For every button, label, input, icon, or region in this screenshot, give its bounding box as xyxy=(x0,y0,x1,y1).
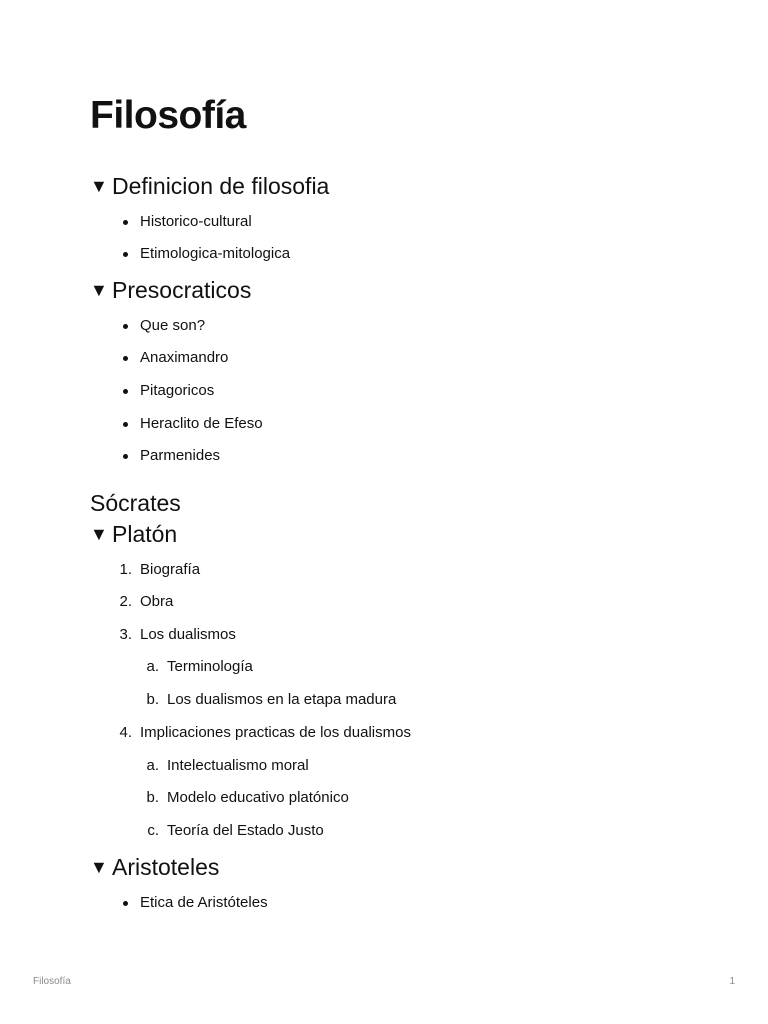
list-item xyxy=(140,892,268,914)
list-marker: c. xyxy=(147,822,159,839)
list-marker: b. xyxy=(146,691,159,708)
toggle-arrow-icon[interactable]: ▼ xyxy=(90,280,108,300)
list-marker: 4. xyxy=(119,724,132,741)
bullet-icon xyxy=(123,324,128,329)
list-item xyxy=(146,689,397,711)
list-marker: 1. xyxy=(119,561,132,578)
list-item xyxy=(140,413,263,435)
bullet-icon xyxy=(123,422,128,427)
list-marker: 2. xyxy=(119,593,132,610)
list-item-label: Heraclito de Efeso xyxy=(140,415,263,432)
list-item xyxy=(140,211,252,233)
list-item xyxy=(119,722,411,744)
list-item-label: Terminología xyxy=(167,658,253,675)
list-item xyxy=(140,347,228,369)
list-item-label: Historico-cultural xyxy=(140,213,252,230)
list-item xyxy=(119,624,236,646)
toggle-arrow-icon[interactable]: ▼ xyxy=(90,857,108,877)
bullet-icon xyxy=(123,454,128,459)
list-item-label: Etica de Aristóteles xyxy=(140,894,268,911)
section-heading-presocraticos[interactable] xyxy=(90,275,251,305)
list-item-label: Que son? xyxy=(140,317,206,334)
list-item xyxy=(146,656,253,678)
list-item-label: Pitagoricos xyxy=(140,382,215,399)
bullet-icon xyxy=(123,356,128,361)
section-heading-label: Presocraticos xyxy=(112,277,252,303)
list-item xyxy=(140,315,205,337)
section-heading-label: Definicion de filosofia xyxy=(112,173,330,199)
section-heading-label: Aristoteles xyxy=(112,854,220,880)
list-item-label: Parmenides xyxy=(140,447,221,464)
list-item-label: Los dualismos xyxy=(140,626,236,643)
section-heading-definicion[interactable] xyxy=(90,171,329,201)
section-heading-label: Sócrates xyxy=(90,490,181,516)
list-item xyxy=(147,820,324,842)
list-item-label: Modelo educativo platónico xyxy=(167,789,349,806)
list-marker: b. xyxy=(146,789,159,806)
list-item-label: Anaximandro xyxy=(140,349,229,366)
list-item xyxy=(146,755,309,777)
list-item xyxy=(119,591,174,613)
section-heading-label: Platón xyxy=(112,521,178,547)
footer-document-title: Filosofía xyxy=(33,976,71,987)
section-heading-platon[interactable] xyxy=(90,519,177,549)
list-marker: a. xyxy=(146,757,159,774)
list-item-label: Intelectualismo moral xyxy=(167,757,309,774)
list-item xyxy=(146,787,349,809)
list-marker: 3. xyxy=(119,626,132,643)
page-title: Filosofía xyxy=(90,94,246,137)
list-item xyxy=(119,559,201,581)
bullet-icon xyxy=(123,220,128,225)
list-item-label: Los dualismos en la etapa madura xyxy=(167,691,397,708)
toggle-arrow-icon[interactable]: ▼ xyxy=(90,176,108,196)
section-heading-aristoteles[interactable] xyxy=(90,852,219,882)
footer-page-number: 1 xyxy=(729,976,735,987)
bullet-icon xyxy=(123,901,128,906)
list-item-label: Biografía xyxy=(140,561,201,578)
list-item-label: Obra xyxy=(140,593,174,610)
list-item-label: Teoría del Estado Justo xyxy=(167,822,324,839)
section-heading-socrates xyxy=(90,488,181,518)
list-item-label: Implicaciones practicas de los dualismos xyxy=(140,724,411,741)
list-item xyxy=(140,243,290,265)
list-marker: a. xyxy=(146,658,159,675)
list-item-label: Etimologica-mitologica xyxy=(140,245,291,262)
bullet-icon xyxy=(123,389,128,394)
bullet-icon xyxy=(123,252,128,257)
toggle-arrow-icon[interactable]: ▼ xyxy=(90,524,108,544)
list-item xyxy=(140,380,214,402)
list-item xyxy=(140,445,220,467)
